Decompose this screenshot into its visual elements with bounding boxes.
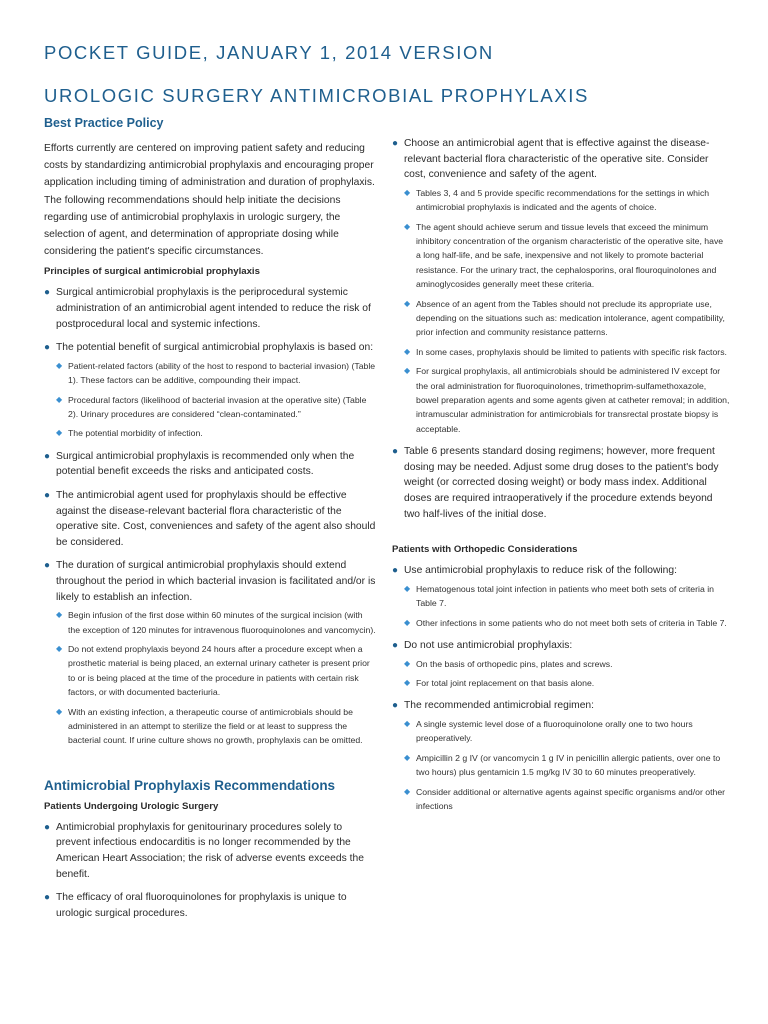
sub-list-item (404, 220, 730, 292)
sub-list (56, 359, 376, 441)
sub-list-item-text: Do not extend prophylaxis beyond 24 hours after a procedure except when a prosthetic material is being placed, an external urinary catheter is present prior to or is being placed at the time of the procedure in patients with certain risk factors, or with documented bacteriuria. (68, 643, 370, 698)
sub-list-item (404, 785, 730, 814)
diamond-bullet-icon: ◆ (56, 360, 63, 370)
list-item (44, 820, 376, 882)
sub-list-item-text: With an existing infection, a therapeutic course of antimicrobials should be administered in an attempt to sterilize the field or at least to suppress the bacterial count. If urine culture shows no growth, prophylaxis can be omitted. (68, 706, 363, 746)
bullet-icon: ● (44, 892, 51, 904)
sub-list-item-text: Tables 3, 4 and 5 provide specific recommendations for the settings in which antimicrobial prophylaxis is indicated and the agents of choice. (416, 187, 710, 213)
principles-heading: Principles of surgical antimicrobial prophylaxis (44, 266, 260, 278)
list-item (392, 638, 730, 690)
sub-list-item (404, 717, 730, 746)
bullet-icon: ● (392, 565, 399, 577)
diamond-bullet-icon: ◆ (404, 187, 411, 197)
list-item (44, 340, 376, 441)
list-item (392, 563, 730, 630)
bullet-icon: ● (44, 287, 51, 299)
sub-list-item-text: For total joint replacement on that basis alone. (416, 678, 595, 689)
list-item (44, 488, 376, 550)
sub-list-item (56, 359, 376, 388)
bullet-icon: ● (44, 821, 51, 833)
diamond-bullet-icon: ◆ (56, 394, 63, 404)
intro-paragraph: Efforts currently are centered on improving patient safety and reducing costs by standardizing antimicrobial prophylaxis and encouraging proper application including timing of administration and duration of prophylaxis. The following recommendations should help initiate the decisions regarding use of antimicrobial prophylaxis in urologic surgery, the selection of agent, and determination of appropriate dosing while considering the patient's specific circumstances. (44, 143, 375, 258)
sub-list-item-text: For surgical prophylaxis, all antimicrobials should be administered IV except for the oral administration for fluoroquinolones, trimethoprim-sulfamethoxazole, bowel preparation agents and some agents given at catheter removal; in addition, intramuscular administration for antimicrobials for transrectal prostate biopsy is acceptable. (416, 366, 730, 434)
diamond-bullet-icon: ◆ (56, 706, 63, 716)
list-item-text: Choose an antimicrobial agent that is effective against the disease-relevant bacterial flora characteristic of the operative site. Consider cost, convenience and safety of the agent. (404, 138, 710, 181)
bullet-icon: ● (392, 138, 399, 149)
sub-list-item (404, 676, 730, 690)
sub-list (56, 608, 376, 748)
sub-list (404, 582, 730, 630)
sub-list-item (404, 364, 730, 436)
diamond-bullet-icon: ◆ (404, 658, 411, 668)
diamond-bullet-icon: ◆ (404, 583, 411, 593)
sub-list (404, 657, 730, 691)
bullet-icon: ● (44, 490, 51, 502)
recommendations-heading: Antimicrobial Prophylaxis Recommendations (44, 777, 336, 793)
bullet-icon: ● (44, 560, 51, 572)
list-item-text: Do not use antimicrobial prophylaxis: (404, 640, 573, 652)
sub-list-item-text: A single systemic level dose of a fluoroquinolone orally one to two hours preoperatively. (416, 719, 693, 744)
diamond-bullet-icon: ◆ (404, 719, 411, 729)
sub-list-item (404, 345, 730, 359)
bullet-icon: ● (392, 640, 399, 652)
surgery-subheading: Patients Undergoing Urologic Surgery (44, 800, 219, 812)
sub-list-item-text: Ampicillin 2 g IV (or vancomycin 1 g IV in penicillin allergic patients, over one to two hours) plus gentamicin 1.5 mg/kg IV 30 to 60 minutes preoperatively. (416, 752, 721, 778)
left-column (44, 116, 376, 929)
principles-list (44, 285, 376, 747)
sub-list-item (56, 608, 376, 637)
diamond-bullet-icon: ◆ (404, 346, 411, 356)
sub-list-item-text: Patient-related factors (ability of the host to respond to bacterial invasion) (Table 1). These factors can be additive, compounding their impact. (68, 360, 376, 386)
sub-list-item-text: Consider additional or alternative agents against specific organisms and/or other infections (416, 786, 726, 812)
list-item-text: Surgical antimicrobial prophylaxis is recommended only when the potential benefit exceeds the risks and anticipated costs. (56, 450, 355, 478)
agent-selection-list (392, 136, 730, 522)
list-item-text: The potential benefit of surgical antimicrobial prophylaxis is based on: (56, 342, 374, 354)
list-item (44, 890, 376, 921)
list-item-text: Table 6 presents standard dosing regimens; however, more frequent dosing may be needed. Adjust some drug doses to the patient's body weight (or corrected dosing weight) or body mass index. Additional doses are required intraoperatively if the procedure extends beyond two half-lives of the initial dose. (404, 446, 719, 520)
guide-title: POCKET GUIDE, JANUARY 1, 2014 VERSION (44, 42, 494, 63)
sub-list-item (404, 297, 730, 340)
list-item (392, 698, 730, 813)
sub-list-item (404, 582, 730, 611)
sub-list-item (56, 705, 376, 748)
sub-list-item (404, 751, 730, 780)
list-item-text: The efficacy of oral fluoroquinolones for prophylaxis is unique to urologic surgical procedures. (56, 892, 347, 919)
sub-list-item-text: Procedural factors (likelihood of bacterial invasion at the operative site) (Table 2). Urinary procedures are considered “clean-contaminated.” (68, 394, 367, 420)
diamond-bullet-icon: ◆ (56, 643, 63, 653)
diamond-bullet-icon: ◆ (404, 366, 411, 376)
list-item (392, 136, 730, 436)
document-title: UROLOGIC SURGERY ANTIMICROBIAL PROPHYLAXIS (44, 85, 589, 106)
list-item-text: Use antimicrobial prophylaxis to reduce risk of the following: (404, 565, 677, 577)
diamond-bullet-icon: ◆ (56, 428, 63, 438)
sub-list-item-text: Absence of an agent from the Tables should not preclude its appropriate use, depending on the situations such as: medication intolerance, agent compatibility, prior infection and community resistance patterns. (416, 298, 725, 338)
bullet-icon: ● (392, 446, 399, 458)
list-item-text: The duration of surgical antimicrobial prophylaxis should extend throughout the period in which bacterial invasion is facilitated and/or is likely to establish an infection. (56, 560, 376, 603)
orthopedic-heading: Patients with Orthopedic Considerations (392, 544, 578, 556)
list-item-text: The recommended antimicrobial regimen: (404, 700, 595, 712)
sub-list-item (404, 186, 730, 215)
bullet-icon: ● (392, 700, 399, 712)
list-item (392, 444, 730, 522)
sub-list-item-text: Begin infusion of the first dose within 60 minutes of the surgical incision (with the exception of 120 minutes for intravenous fluoroquinolones and vancomycin). (68, 610, 376, 635)
sub-list-item (56, 642, 376, 700)
best-practice-heading: Best Practice Policy (44, 116, 164, 130)
sub-list-item-text: In some cases, prophylaxis should be limited to patients with specific risk factors. (416, 346, 727, 357)
sub-list (404, 186, 730, 437)
sub-list-item (404, 657, 730, 671)
list-item (44, 558, 376, 747)
diamond-bullet-icon: ◆ (404, 617, 411, 627)
list-item-text: Antimicrobial prophylaxis for genitourinary procedures solely to prevent infectious endocarditis is no longer recommended by the American Heart Association; the risk of adverse events exceeds the benefit. (56, 821, 364, 880)
diamond-bullet-icon: ◆ (404, 786, 411, 796)
diamond-bullet-icon: ◆ (404, 298, 411, 308)
diamond-bullet-icon: ◆ (404, 221, 411, 231)
diamond-bullet-icon: ◆ (56, 610, 63, 620)
right-column (392, 136, 730, 822)
sub-list-item (404, 616, 730, 630)
bullet-icon: ● (44, 450, 51, 462)
sub-list-item-text: Other infections in some patients who do not meet both sets of criteria in Table 7. (416, 617, 727, 628)
list-item (44, 285, 376, 332)
diamond-bullet-icon: ◆ (404, 678, 411, 688)
sub-list-item-text: On the basis of orthopedic pins, plates and screws. (416, 658, 613, 669)
sub-list-item-text: The potential morbidity of infection. (68, 428, 203, 439)
bullet-icon: ● (44, 342, 51, 354)
diamond-bullet-icon: ◆ (404, 752, 411, 762)
orthopedic-list (392, 563, 730, 813)
list-item-text: The antimicrobial agent used for prophylaxis should be effective against the disease-relevant bacterial flora characteristic of the operative site. Cost, conveniences and safety of the agent also should be considered. (56, 490, 376, 548)
sub-list-item-text: Hematogenous total joint infection in patients who meet both sets of criteria in Table 7. (416, 583, 714, 609)
surgery-list (44, 820, 376, 922)
sub-list-item-text: The agent should achieve serum and tissue levels that exceed the minimum inhibitory concentration of the organism characteristic of the operative site, have a long half-life, and be safe, inexpensive and not likely to promote bacterial resistance. For the urinary tract, the cephalosporins, oral flouroquinolones and aminoglycosides generally meet these criteria. (416, 221, 724, 290)
sub-list-item (56, 426, 376, 440)
sub-list (404, 717, 730, 813)
list-item (44, 449, 376, 480)
sub-list-item (56, 393, 376, 422)
list-item-text: Surgical antimicrobial prophylaxis is the periprocedural systemic administration of an antimicrobial agent intended to reduce the risk of postprocedural local and systemic infections. (56, 287, 371, 330)
